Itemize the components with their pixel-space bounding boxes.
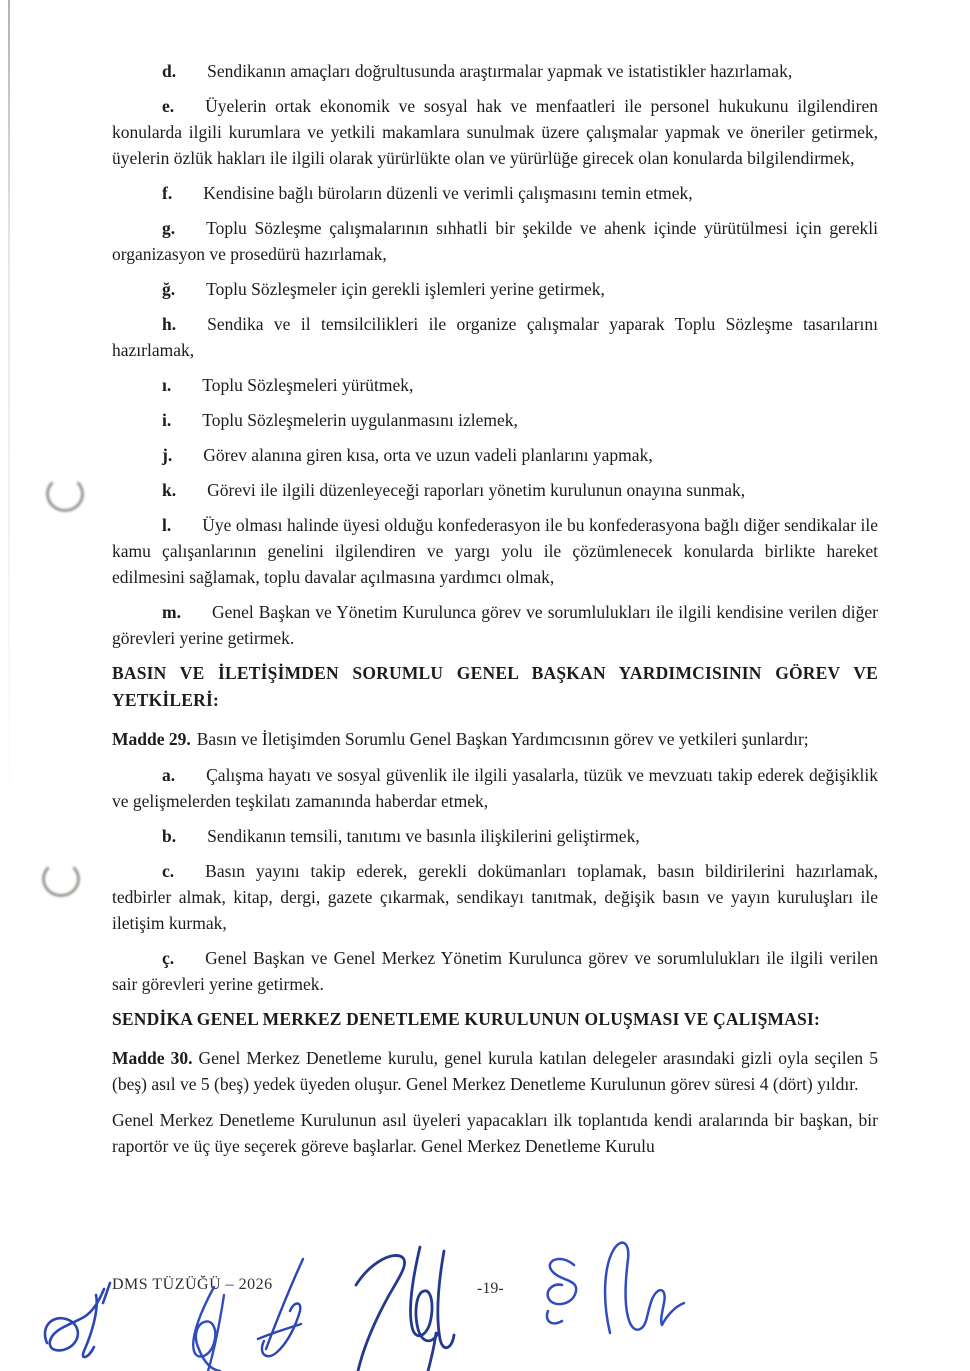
section-heading-denetleme-kurulu: SENDİKA GENEL MERKEZ DENETLEME KURULUNUN OLUŞMASI VE ÇALIŞMASI: bbox=[112, 1009, 821, 1029]
list-item-i bbox=[112, 407, 878, 433]
item-text: Toplu Sözleşmeleri yürütmek, bbox=[202, 375, 414, 395]
page-edge-shadow bbox=[8, 0, 10, 823]
list-item-ii bbox=[112, 372, 878, 398]
madde-text: Basın ve İletişimden Sorumlu Genel Başkan Yardımcısının görev ve yetkileri şunlardır; bbox=[196, 729, 809, 749]
item-text: Sendikanın temsili, tanıtımı ve basınla ilişkilerini geliştirmek, bbox=[207, 826, 640, 846]
signature-5 bbox=[547, 1243, 684, 1333]
list-item-l bbox=[112, 512, 878, 590]
item-letter: g. bbox=[162, 218, 176, 238]
list-item-j bbox=[112, 442, 878, 468]
signature-3 bbox=[258, 1259, 303, 1356]
item-text: Görevi ile ilgili düzenleyeceği raporları yönetim kurulunun onayına sunmak, bbox=[207, 480, 746, 500]
closing-paragraph: Genel Merkez Denetleme Kurulunun asıl üyeleri yapacakları ilk toplantıda kendi aralarında bir başkan, bir raportör ve üç üye seçerek göreve başlarlar. Genel Merkez Denetleme Kurulu bbox=[112, 1110, 878, 1156]
item-text: Üyelerin ortak ekonomik ve sosyal hak ve menfaatleri ile personel hukukunu ilgilendiren konularda ilgili kurumlara ve yetkili makamlara sunulmak üzere çalışmalar yapmak ve öneriler getirmek, üyelerin özlük hakları ile ilgili olarak yürürlükte olan ve yürürlüğe girecek olan konularda bilgilendirmek, bbox=[112, 96, 878, 168]
list-item-k bbox=[112, 477, 878, 503]
item-letter: i. bbox=[162, 410, 172, 430]
punch-hole-shadow-bottom bbox=[42, 861, 80, 897]
item-text: Görev alanına giren kısa, orta ve uzun vadeli planlarını yapmak, bbox=[203, 445, 653, 465]
item-letter: j. bbox=[162, 445, 173, 465]
item-text: Kendisine bağlı büroların düzenli ve verimli çalışmasını temin etmek, bbox=[203, 183, 693, 203]
madde-29 bbox=[112, 726, 878, 752]
list-item-f bbox=[112, 180, 878, 206]
item-letter: c. bbox=[162, 861, 175, 881]
list-item-cc bbox=[112, 945, 878, 997]
page-number: -19- bbox=[477, 1280, 504, 1297]
signature-4 bbox=[356, 1247, 454, 1371]
list-item-g bbox=[112, 215, 878, 267]
item-letter: l. bbox=[162, 515, 172, 535]
item-letter: b. bbox=[162, 826, 177, 846]
item-text: Üye olması halinde üyesi olduğu konfederasyon ile bu konfederasyona bağlı diğer sendikalar ile kamu çalışanlarının genelini ilgilendiren ve yargı yolu ile çözümlenecek konularda birlikte hareket edilmesini sağlamak, toplu davalar açılmasına yardımcı olmak, bbox=[112, 515, 878, 587]
document-body bbox=[112, 58, 878, 1159]
list-item-d bbox=[112, 58, 878, 84]
item-letter: ı. bbox=[162, 375, 172, 395]
item-text: Toplu Sözleşme çalışmalarının sıhhatli bir şekilde ve ahenk içinde yürütülmesi için gerekli organizasyon ve prosedürü hazırlamak, bbox=[112, 218, 878, 264]
item-text: Toplu Sözleşmelerin uygulanmasını izlemek, bbox=[202, 410, 518, 430]
item-text: Genel Başkan ve Yönetim Kurulunca görev ve sorumlulukları ile ilgili kendisine verilen diğer görevleri yerine getirmek. bbox=[112, 602, 878, 648]
item-letter: ç. bbox=[162, 948, 175, 968]
footer-document-label: DMS TÜZÜĞÜ – 2026 bbox=[112, 1276, 273, 1293]
item-letter: ğ. bbox=[162, 279, 176, 299]
list-item-c bbox=[112, 858, 878, 936]
section-heading-basin-iletisim: BASIN VE İLETİŞİMDEN SORUMLU GENEL BAŞKAN YARDIMCISININ GÖREV VE YETKİLERİ: bbox=[112, 663, 878, 710]
list-item-e bbox=[112, 93, 878, 171]
madde-label: Madde 29. bbox=[112, 729, 191, 749]
item-letter: d. bbox=[162, 61, 177, 81]
item-letter: a. bbox=[162, 765, 176, 785]
signature-2 bbox=[193, 1287, 224, 1371]
item-text: Sendika ve il temsilcilikleri ile organize çalışmalar yaparak Toplu Sözleşme tasarılarını hazırlamak, bbox=[112, 314, 878, 360]
signature-1 bbox=[45, 1283, 110, 1357]
punch-hole-shadow-top bbox=[46, 476, 84, 512]
item-text: Genel Başkan ve Genel Merkez Yönetim Kurulunca görev ve sorumlulukları ile ilgili verilen sair görevleri yerine getirmek. bbox=[112, 948, 878, 994]
item-letter: e. bbox=[162, 96, 175, 116]
madde-label: Madde 30. bbox=[112, 1048, 193, 1068]
madde-30 bbox=[112, 1045, 878, 1097]
list-item-h bbox=[112, 311, 878, 363]
item-text: Çalışma hayatı ve sosyal güvenlik ile ilgili yasalarla, tüzük ve mevzuatı takip ederek değişiklik ve gelişmelerden teşkilatı zamanında haberdar etmek, bbox=[112, 765, 878, 811]
list-item-b bbox=[112, 823, 878, 849]
list-item-m bbox=[112, 599, 878, 651]
item-text: Sendikanın amaçları doğrultusunda araştırmalar yapmak ve istatistikler hazırlamak, bbox=[207, 61, 793, 81]
item-letter: m. bbox=[162, 602, 181, 622]
item-text: Basın yayını takip ederek, gerekli dokümanları toplamak, basın bildirilerini hazırlamak, tedbirler almak, kitap, dergi, gazete çıkarmak, sendikayı tanıtmak, değişik basın ve yayın kuruluşları ile iletişim kurmak, bbox=[112, 861, 878, 933]
item-letter: h. bbox=[162, 314, 177, 334]
signatures-overlay bbox=[0, 1221, 970, 1371]
list-item-gg bbox=[112, 276, 878, 302]
list-item-a bbox=[112, 762, 878, 814]
madde-text: Genel Merkez Denetleme kurulu, genel kurula katılan delegeler arasındaki gizli oyla seçilen 5 (beş) asıl ve 5 (beş) yedek üyeden oluşur. Genel Merkez Denetleme Kurulunun görev süresi 4 (dört) yıldır. bbox=[112, 1048, 878, 1094]
item-letter: k. bbox=[162, 480, 177, 500]
item-letter: f. bbox=[162, 183, 173, 203]
item-text: Toplu Sözleşmeler için gerekli işlemleri yerine getirmek, bbox=[206, 279, 605, 299]
